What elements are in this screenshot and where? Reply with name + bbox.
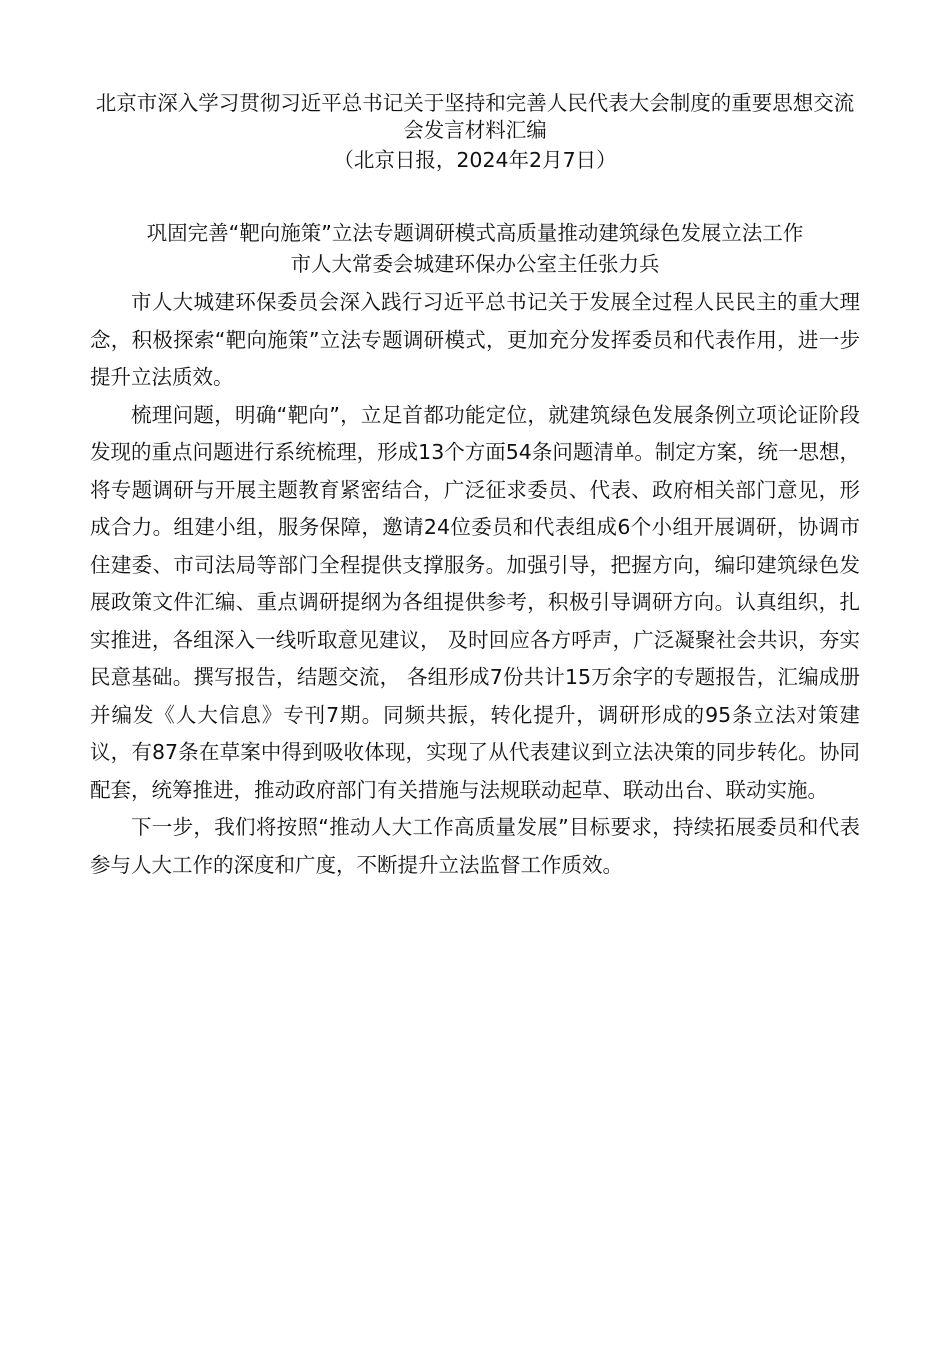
article-paragraph: 市人大城建环保委员会深入践行习近平总书记关于发展全过程人民民主的重大理念，积极探索“靶向施策”立法专题调研模式，更加充分发挥委员和代表作用，进一步提升立法质效。 bbox=[90, 290, 860, 389]
article-title: 巩固完善“靶向施策”立法专题调研模式高质量推动建筑绿色发展立法工作 bbox=[146, 221, 804, 245]
article-body bbox=[90, 284, 860, 884]
publication-source: （北京日报，2024年2月7日） bbox=[333, 148, 617, 172]
article-paragraph: 梳理问题，明确“靶向”，立足首都功能定位，就建筑绿色发展条例立项论证阶段发现的重点问题进行系统梳理，形成13个方面54条问题清单。制定方案，统一思想，将专题调研与开展主题教育紧密结合，广泛征求委员、代表、政府相关部门意见，形成合力。组建小组，服务保障，邀请24位委员和代表组成6个小组开展调研，协调市住建委、市司法局等部门全程提供支撑服务。加强引导，把握方向，编印建筑绿色发展政策文件汇编、重点调研提纲为各组提供参考，积极引导调研方向。认真组织，扎实推进，各组深入一线听取意见建议， 及时回应各方呼声，广泛凝聚社会共识，夯实民意基础。撰写报告，结题交流， 各组形成7份共计15万余字的专题报告，汇编成册并编发《人大信息》专刊7期。同频共振，转化提升，调研形成的95条立法对策建议，有87条在草案中得到吸收体现，实现了从代表建议到立法决策的同步转化。协同配套，统筹推进，推动政府部门有关措施与法规联动起草、联动出台、联动实施。 bbox=[90, 402, 860, 802]
article-paragraph: 下一步，我们将按照“推动人大工作高质量发展”目标要求，持续拓展委员和代表参与人大工作的深度和广度，不断提升立法监督工作质效。 bbox=[90, 815, 860, 877]
article-heading bbox=[90, 218, 860, 280]
compilation-title: 北京市深入学习贯彻习近平总书记关于坚持和完善人民代表大会制度的重要思想交流会发言材料汇编 bbox=[95, 91, 855, 142]
document-header bbox=[90, 90, 860, 174]
article-author: 市人大常委会城建环保办公室主任张力兵 bbox=[290, 252, 660, 276]
